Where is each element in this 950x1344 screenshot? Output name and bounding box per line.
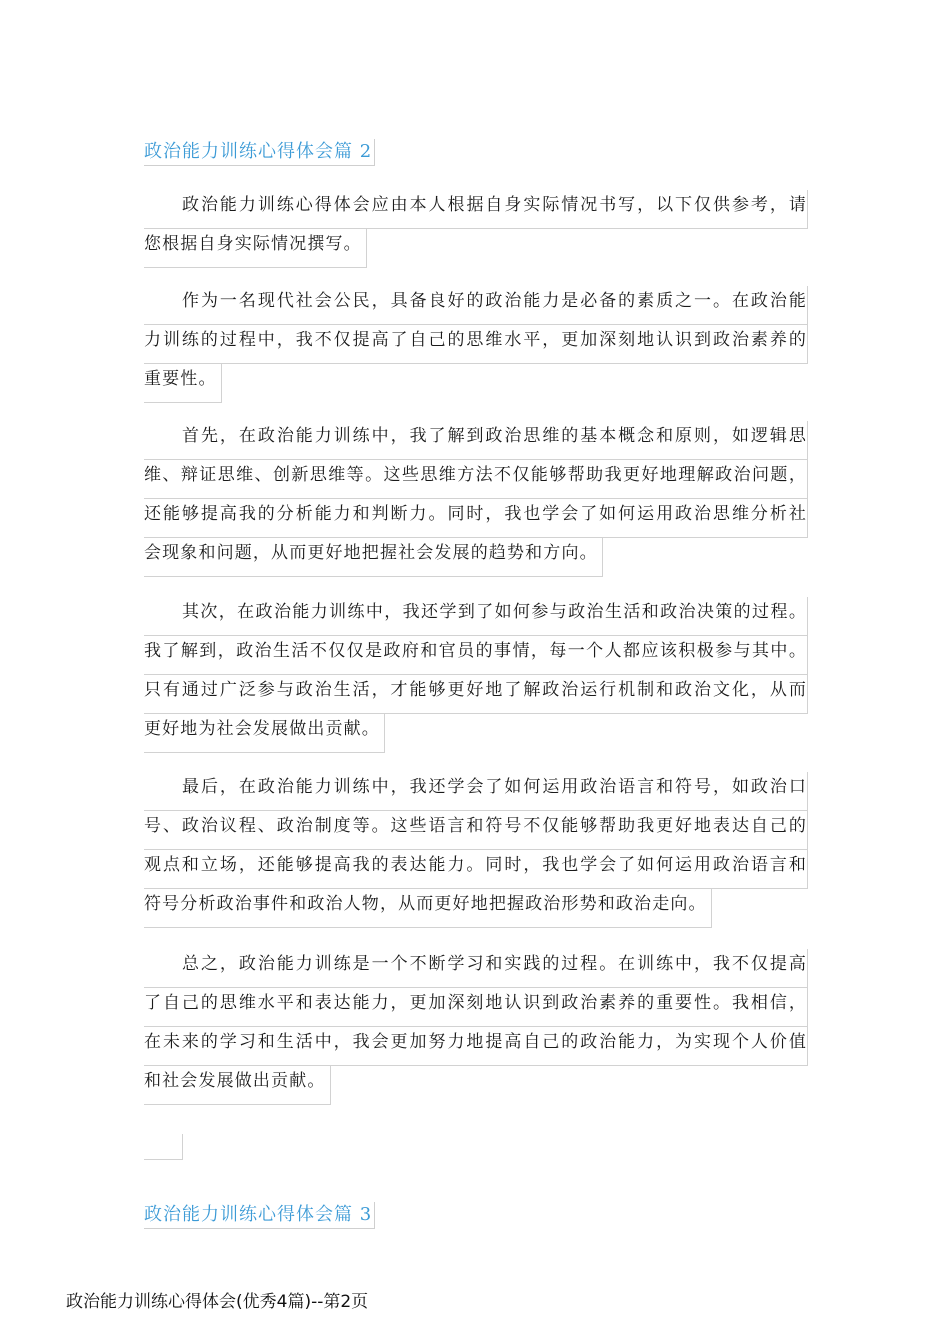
paragraph-line: 重要性。 xyxy=(144,364,222,403)
paragraph-2 xyxy=(144,286,808,403)
paragraph-line: 力训练的过程中，我不仅提高了自己的思维水平，更加深刻地认识到政治素养的 xyxy=(144,325,808,364)
paragraph-1 xyxy=(144,190,808,268)
paragraph-line: 总之，政治能力训练是一个不断学习和实践的过程。在训练中，我不仅提高 xyxy=(144,949,808,988)
paragraph-line: 作为一名现代社会公民，具备良好的政治能力是必备的素质之一。在政治能 xyxy=(144,286,808,325)
paragraph-line: 我了解到，政治生活不仅仅是政府和官员的事情，每一个人都应该积极参与其中。 xyxy=(144,636,808,675)
section-heading-2: 政治能力训练心得体会篇 2 xyxy=(144,139,375,166)
paragraph-line: 维、辩证思维、创新思维等。这些思维方法不仅能够帮助我更好地理解政治问题， xyxy=(144,460,808,499)
paragraph-3 xyxy=(144,421,808,577)
paragraph-6 xyxy=(144,949,808,1105)
paragraph-line: 观点和立场，还能够提高我的表达能力。同时，我也学会了如何运用政治语言和 xyxy=(144,850,808,889)
page-footer: 政治能力训练心得体会(优秀4篇)--第2页 xyxy=(66,1292,369,1312)
paragraph-line: 最后，在政治能力训练中，我还学会了如何运用政治语言和符号，如政治口 xyxy=(144,772,808,811)
paragraph-line: 其次，在政治能力训练中，我还学到了如何参与政治生活和政治决策的过程。 xyxy=(144,597,808,636)
paragraph-line: 会现象和问题，从而更好地把握社会发展的趋势和方向。 xyxy=(144,538,603,577)
empty-paragraph-box xyxy=(144,1134,183,1160)
paragraph-line: 首先，在政治能力训练中，我了解到政治思维的基本概念和原则，如逻辑思 xyxy=(144,421,808,460)
paragraph-line: 更好地为社会发展做出贡献。 xyxy=(144,714,385,753)
paragraph-line: 号、政治议程、政治制度等。这些语言和符号不仅能够帮助我更好地表达自己的 xyxy=(144,811,808,850)
paragraph-line: 还能够提高我的分析能力和判断力。同时，我也学会了如何运用政治思维分析社 xyxy=(144,499,808,538)
paragraph-line: 您根据自身实际情况撰写。 xyxy=(144,229,367,268)
paragraph-5 xyxy=(144,772,808,928)
paragraph-line: 只有通过广泛参与政治生活，才能够更好地了解政治运行机制和政治文化，从而 xyxy=(144,675,808,714)
section-heading-3: 政治能力训练心得体会篇 3 xyxy=(144,1202,375,1229)
paragraph-4 xyxy=(144,597,808,753)
paragraph-line: 了自己的思维水平和表达能力，更加深刻地认识到政治素养的重要性。我相信， xyxy=(144,988,808,1027)
paragraph-line: 符号分析政治事件和政治人物，从而更好地把握政治形势和政治走向。 xyxy=(144,889,712,928)
paragraph-line: 在未来的学习和生活中，我会更加努力地提高自己的政治能力，为实现个人价值 xyxy=(144,1027,808,1066)
paragraph-line: 和社会发展做出贡献。 xyxy=(144,1066,331,1105)
paragraph-line: 政治能力训练心得体会应由本人根据自身实际情况书写，以下仅供参考，请 xyxy=(144,190,808,229)
